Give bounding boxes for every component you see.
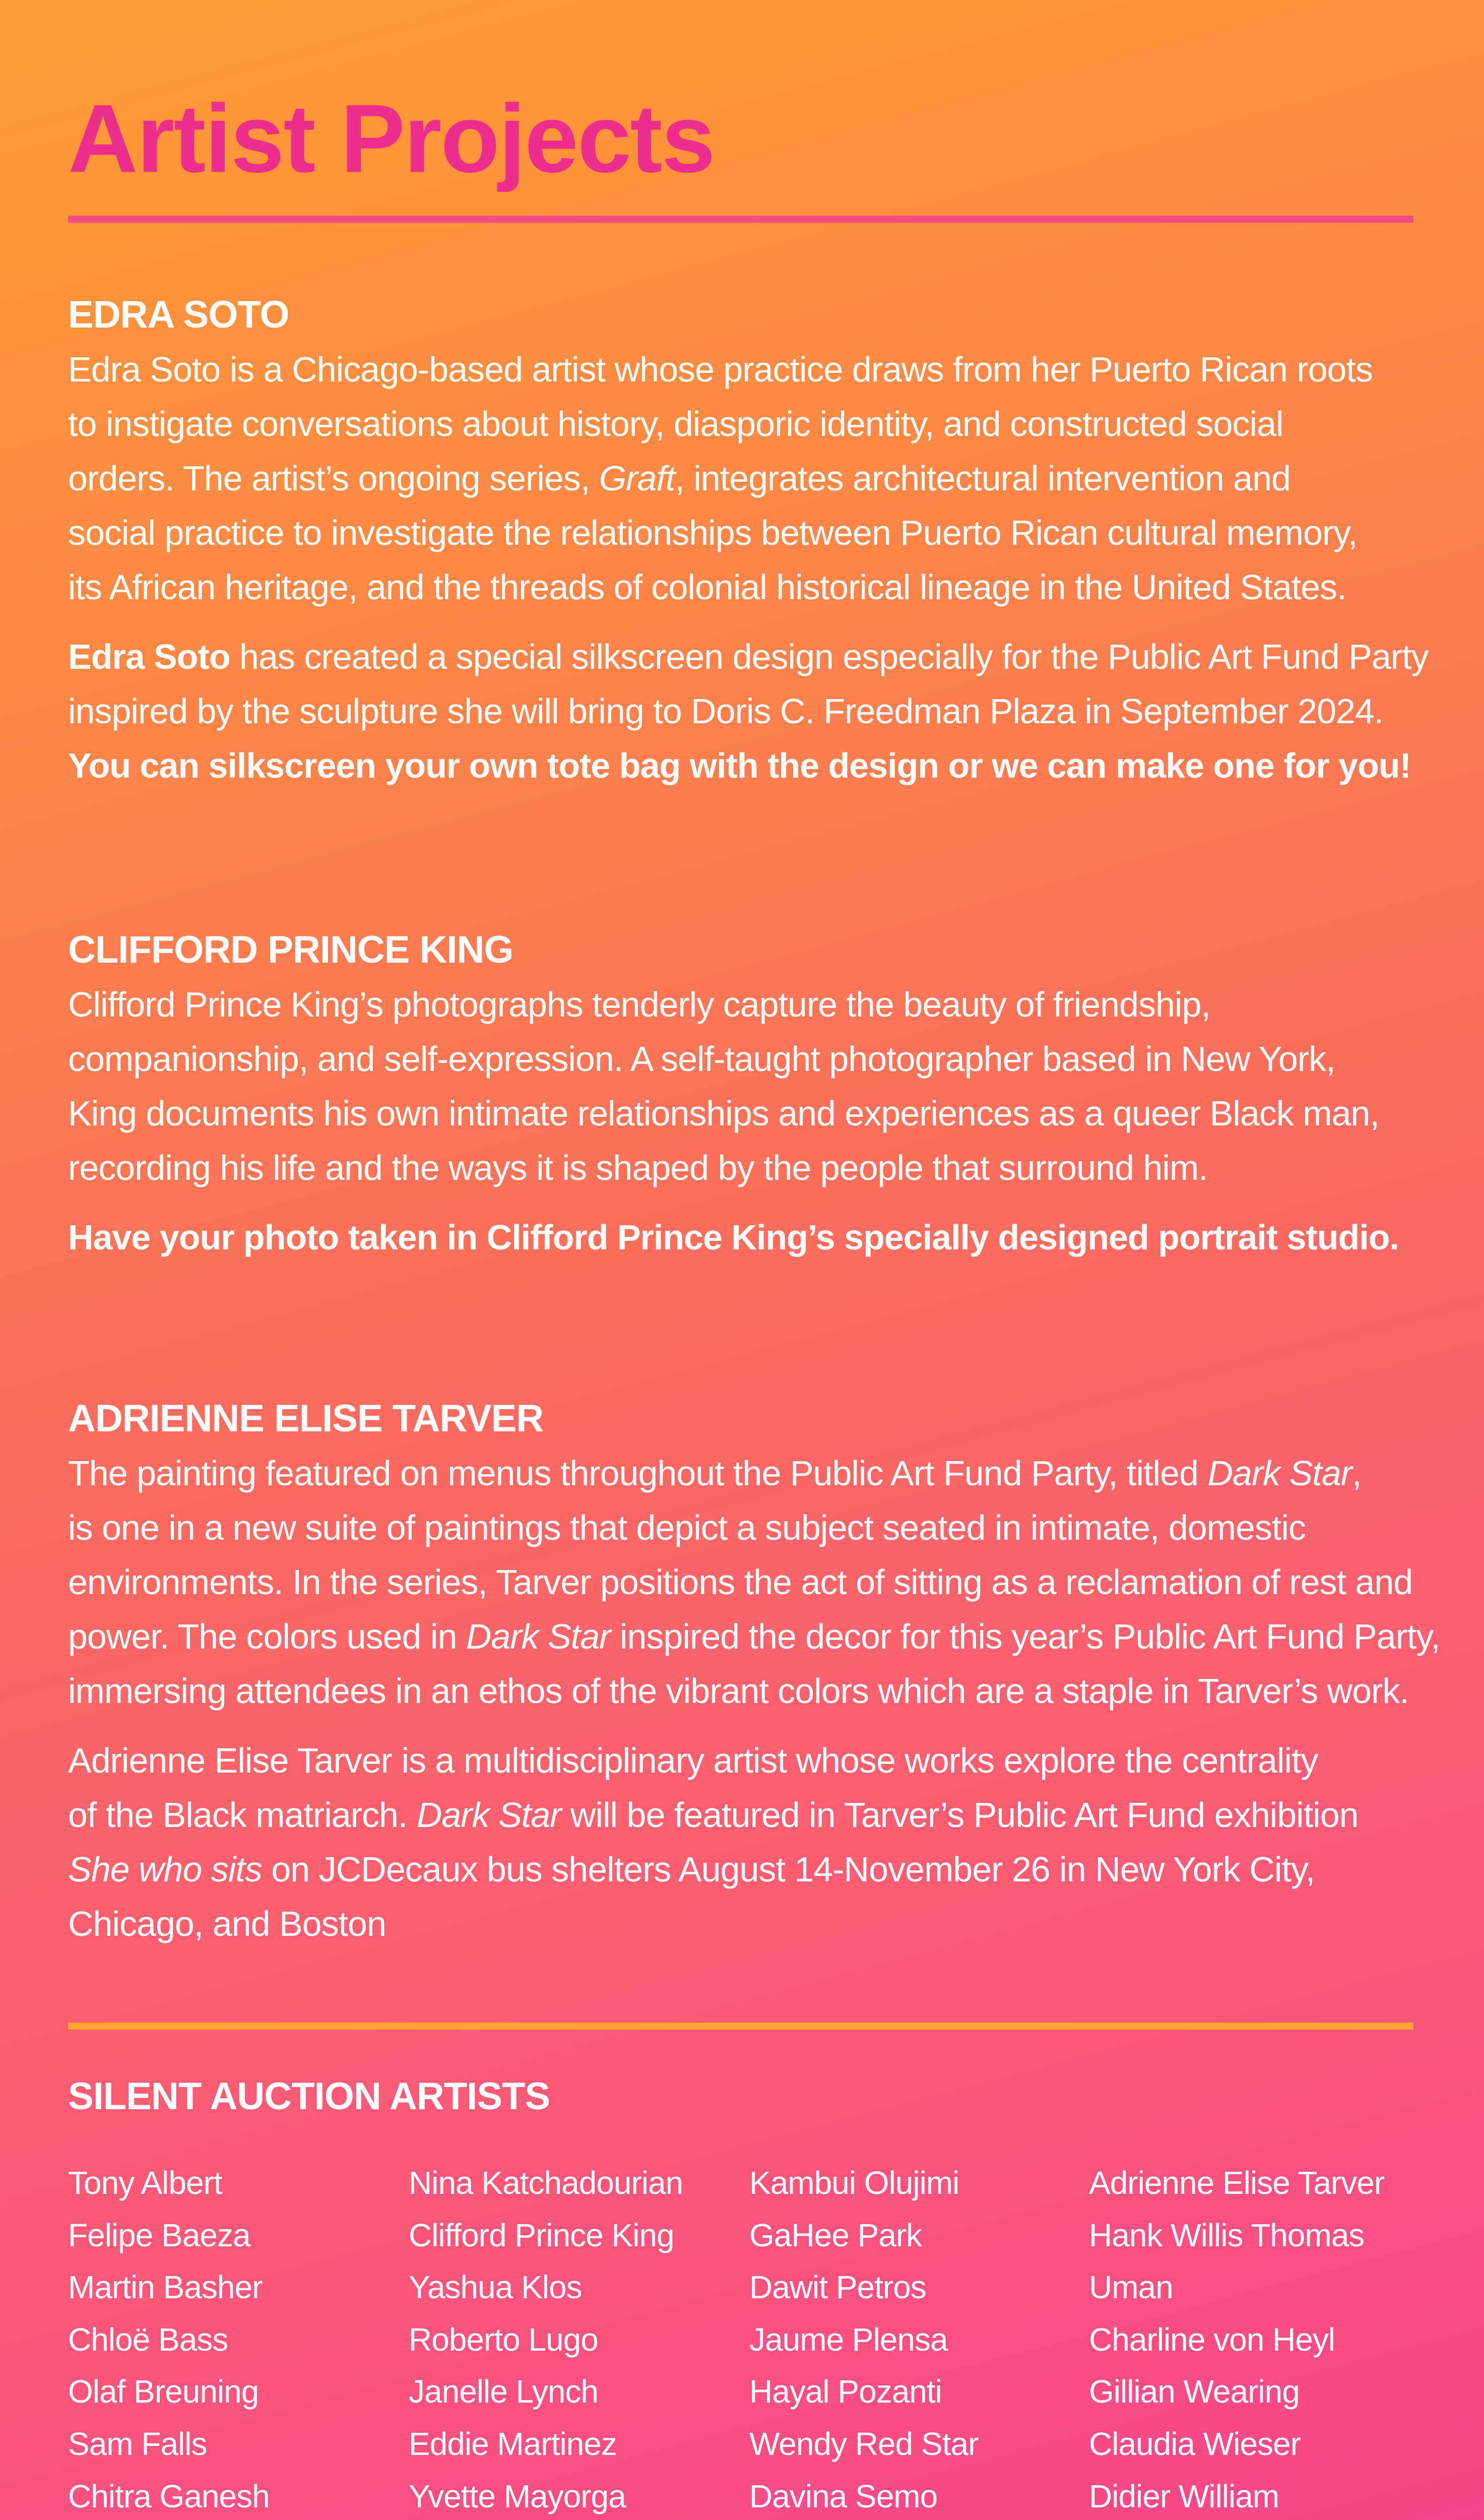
paragraph (68, 342, 1413, 614)
text-run: The painting featured on menus throughout the Public Art Fund Party, titled (68, 1454, 1208, 1493)
artist-name: Martin Basher (68, 2269, 263, 2306)
artist-name: Edra Soto (68, 637, 230, 676)
text-run: , integrates architectural intervention and (675, 459, 1291, 498)
artist-name: GaHee Park (749, 2217, 922, 2253)
text-line (68, 1609, 1440, 1664)
artist-name: Jaume Plensa (749, 2321, 948, 2358)
artist-name: Eddie Martinez (409, 2425, 617, 2462)
artist-name: Charline von Heyl (1089, 2321, 1335, 2358)
text-line: recording his life and the ways it is shaped by the people that surround him. (68, 1148, 1208, 1187)
text-run: has created a special silkscreen design especially for the Public Art Fund Party (230, 637, 1429, 676)
text-line: Clifford Prince King’s photographs tenderly capture the beauty of friendship, (68, 985, 1210, 1024)
text-line: companionship, and self-expression. A self-taught photographer based in New York, (68, 1039, 1335, 1079)
artist-name: Yvette Mayorga (409, 2478, 626, 2514)
artist-name: Roberto Lugo (409, 2321, 598, 2358)
text-run: , (1351, 1454, 1362, 1493)
series-title: Graft (599, 459, 675, 498)
artist-name: Chloë Bass (68, 2321, 228, 2358)
text-line (68, 629, 1429, 684)
artist-column-1 (68, 2157, 401, 2520)
text-run: of the Black matriarch. (68, 1795, 417, 1835)
artist-name: Clifford Prince King (409, 2217, 674, 2253)
artist-name: Felipe Baeza (68, 2217, 250, 2253)
text-run: power. The colors used in (68, 1617, 466, 1656)
call-to-action: Have your photo taken in Clifford Prince King’s specially designed portrait studio. (68, 1218, 1399, 1257)
section-heading: SILENT AUCTION ARTISTS (68, 2075, 550, 2118)
artist-name: Hank Willis Thomas (1089, 2217, 1365, 2253)
section-heading: CLIFFORD PRINCE KING (68, 928, 513, 971)
artist-name: Uman (1089, 2269, 1173, 2306)
text-line: Chicago, and Boston (68, 1904, 386, 1943)
text-run: will be featured in Tarver’s Public Art Fund exhibition (561, 1795, 1359, 1835)
artist-name: Hayal Pozanti (749, 2373, 942, 2410)
artist-name: Kambui Olujimi (749, 2165, 959, 2201)
page-title: Artist Projects (68, 84, 715, 193)
artist-name: Tony Albert (68, 2165, 222, 2201)
painting-title: Dark Star (416, 1795, 561, 1835)
section-silent-auction (68, 2071, 1413, 2124)
artist-name: Claudia Wieser (1089, 2425, 1301, 2462)
paragraph (68, 1733, 1413, 1951)
text-line (68, 1842, 1413, 1897)
text-line: King documents his own intimate relationships and experiences as a queer Black man, (68, 1094, 1379, 1133)
artist-column-2 (409, 2157, 741, 2520)
text-line (68, 451, 1413, 506)
paragraph (68, 977, 1413, 1195)
text-run: orders. The artist’s ongoing series, (68, 459, 599, 498)
paragraph (68, 629, 1429, 793)
paragraph (68, 1446, 1440, 1718)
text-line (68, 1788, 1413, 1842)
artist-name: Dawit Petros (749, 2269, 926, 2306)
text-line: Edra Soto is a Chicago-based artist whose practice draws from her Puerto Rican roots (68, 350, 1373, 389)
painting-title: Dark Star (466, 1617, 611, 1656)
text-line: is one in a new suite of paintings that depict a subject seated in intimate, domestic (68, 1508, 1306, 1547)
artist-name: Adrienne Elise Tarver (1089, 2165, 1385, 2201)
section-clifford-prince-king (68, 925, 1413, 1265)
text-line (68, 1446, 1413, 1500)
section-edra-soto (68, 290, 1429, 793)
artist-name: Davina Semo (749, 2478, 938, 2514)
artist-name: Sam Falls (68, 2425, 207, 2462)
artist-name: Janelle Lynch (409, 2373, 598, 2410)
auction-divider (68, 2023, 1413, 2030)
artist-name: Olaf Breuning (68, 2373, 259, 2410)
call-to-action: You can silkscreen your own tote bag with the design or we can make one for you! (68, 746, 1411, 785)
text-line: social practice to investigate the relationships between Puerto Rican cultural memory, (68, 513, 1358, 552)
painting-title: Dark Star (1207, 1454, 1352, 1493)
exhibition-title: She who sits (68, 1850, 262, 1889)
artist-name: Didier William (1089, 2478, 1279, 2514)
artist-name: Yashua Klos (409, 2269, 582, 2306)
text-line: inspired by the sculpture she will bring to Doris C. Freedman Plaza in September 2024. (68, 691, 1384, 731)
auction-artist-list (68, 2157, 1413, 2520)
artist-column-4 (1089, 2157, 1422, 2520)
text-line: immersing attendees in an ethos of the vibrant colors which are a staple in Tarver’s work. (68, 1671, 1409, 1711)
text-line: its African heritage, and the threads of colonial historical lineage in the United States. (68, 568, 1346, 607)
artist-name: Nina Katchadourian (409, 2165, 683, 2201)
artist-name: Chitra Ganesh (68, 2478, 270, 2514)
text-line: to instigate conversations about history, diasporic identity, and constructed social (68, 404, 1283, 444)
text-run: on JCDecaux bus shelters August 14-November 26 in New York City, (262, 1850, 1315, 1889)
text-line: Adrienne Elise Tarver is a multidisciplinary artist whose works explore the centrality (68, 1741, 1318, 1780)
section-adrienne-elise-tarver (68, 1394, 1440, 1951)
artist-column-3 (749, 2157, 1082, 2520)
text-run: inspired the decor for this year’s Public Art Fund Party, (610, 1617, 1440, 1656)
section-heading: ADRIENNE ELISE TARVER (68, 1397, 544, 1440)
artist-name: Wendy Red Star (749, 2425, 979, 2462)
text-line: environments. In the series, Tarver positions the act of sitting as a reclamation of rest and (68, 1562, 1413, 1602)
section-heading: EDRA SOTO (68, 293, 289, 336)
artist-name: Gillian Wearing (1089, 2373, 1300, 2410)
title-divider (68, 216, 1413, 223)
